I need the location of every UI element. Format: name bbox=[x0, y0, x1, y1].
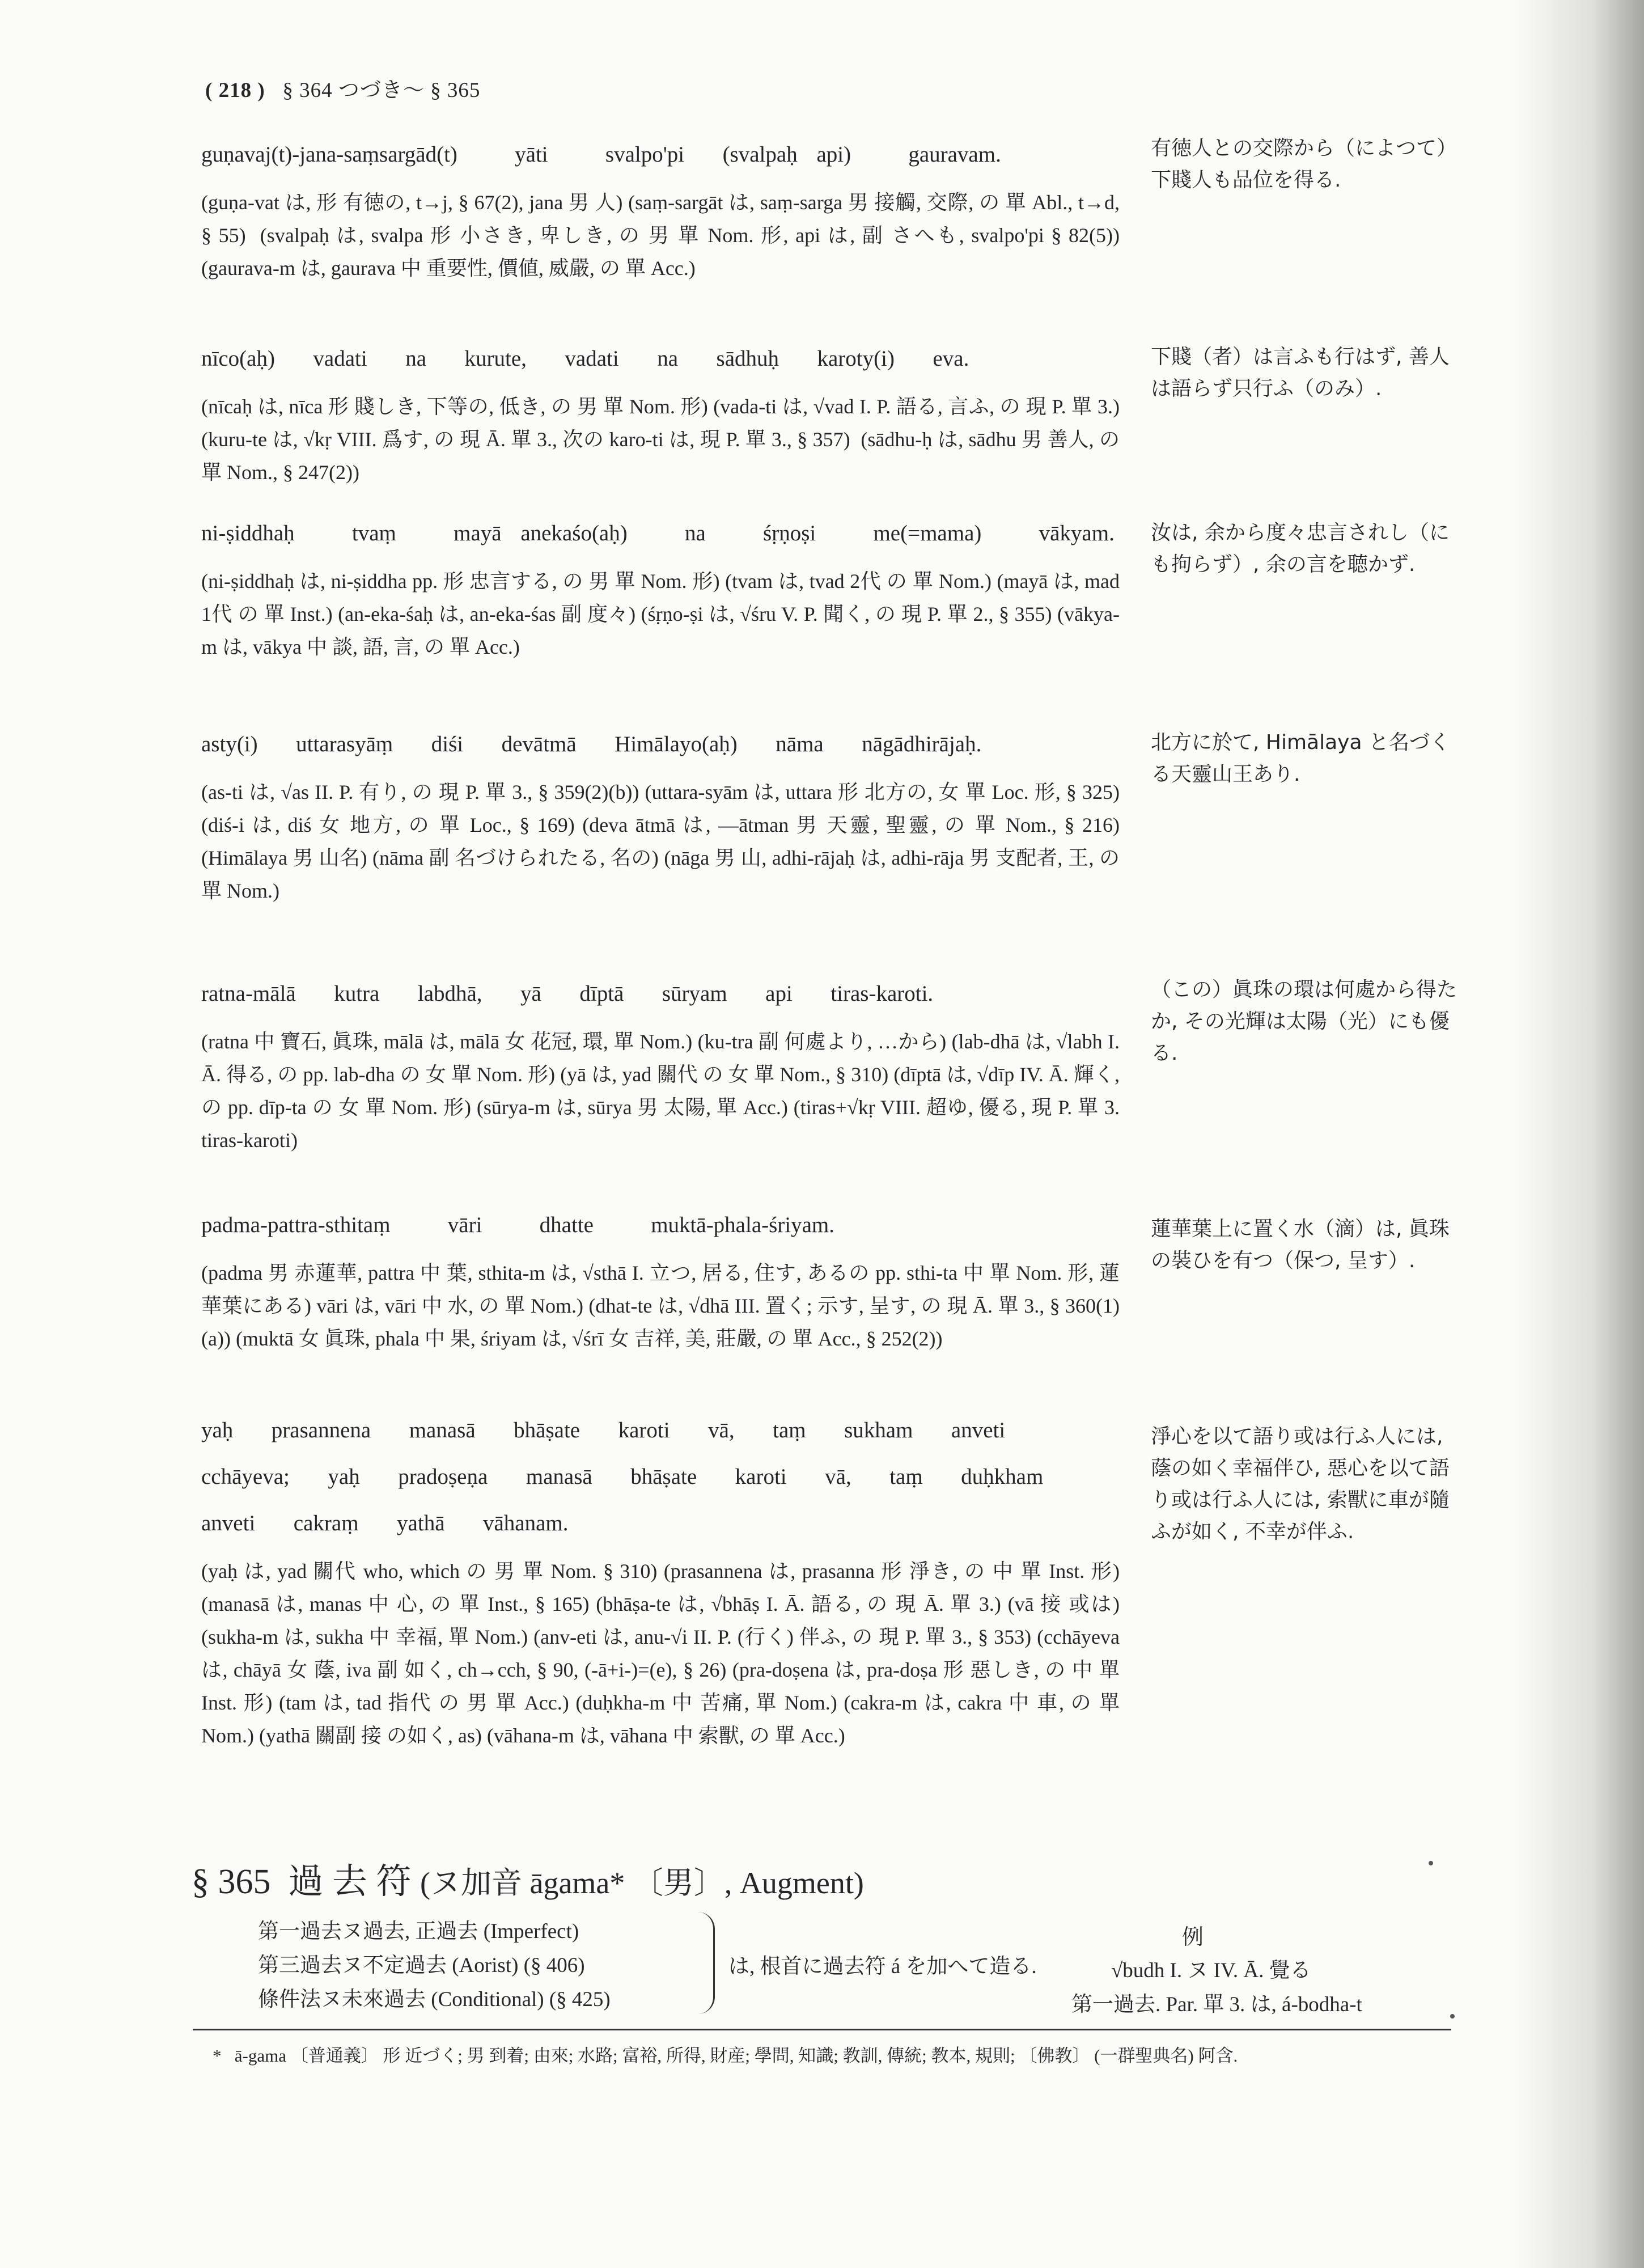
entry-gloss: (nīcaḥ は, nīca 形 賤しき, 下等の, 低き, の 男 單 Nom. 形) (vada-ti は, √vad I. P. 語る, 言ふ, の 現 P. 單 3.) (kuru-te は, √kṛ VIII. 爲す, の 現 Ā. 單 3., 次の karo-ti は, 現 P. 單 3., § 357) (sādhu-ḥ は, sādhu 男 善人, の 單 Nom., § 247(2)) bbox=[201, 395, 1125, 484]
section-subtitle: (ヌ加音 āgama* 〔男〕, Augment) bbox=[420, 1866, 864, 1900]
page-number: ( 218 ) bbox=[205, 79, 265, 102]
entry-4 bbox=[201, 721, 1125, 907]
entry-sentence: guṇavaj(t)-jana-saṃsargād(t) yāti svalpo'pi (svalpaḥ api) gauravam. bbox=[201, 142, 1001, 167]
augment-item: 第一過去ヌ過去, 正過去 (Imperfect) bbox=[258, 1920, 579, 1943]
curly-brace bbox=[697, 1912, 715, 2014]
section-number: § 365 bbox=[192, 1863, 271, 1901]
section-title: 過 去 符 bbox=[288, 1863, 412, 1901]
entry-sentence: asty(i) uttarasyāṃ diśi devātmā Himālayo(aḥ) nāma nāgādhirājaḥ. bbox=[201, 732, 982, 756]
entry-gloss: (yaḥ は, yad 關代 who, which の 男 單 Nom. § 310) (prasannena は, prasanna 形 淨き, の 中 單 Inst. 形) (manasā は, manas 中 心, の 單 Inst., § 165) (bhāṣa-te は, √bhāṣ I. Ā. 語る, の 現 Ā. 單 3.) (vā 接 或は) (sukha-m は, sukha 中 幸福, 單 Nom.) (anv-eti は, anu-√i II. P. (行く) 伴ふ, の 現 P. 單 3., § 353) (cchāyeva は, chāyā 女 蔭, iva 副 如く, ch→cch, § 90, (-ā+i-)=(e), § 26) (pra-doṣena は, pra-doṣa 形 惡しき, の 中 單 Inst. 形) (tam は, tad 指代 の 男 單 Acc.) (duḥkha-m 中 苦痛, 單 Nom.) (cakra-m は, cakra 中 車, の 單 Nom.) (yathā 關副 接 の如く, as) (vāhana-m は, vāhana 中 索獸, の 單 Acc.) bbox=[201, 1560, 1125, 1747]
entry-7 bbox=[201, 1407, 1125, 1752]
entry-translation: 下賤（者）は言ふも行はず, 善人は語らず只行ふ（のみ）. bbox=[1151, 345, 1450, 400]
entry-sentence: yaḥ prasannena manasā bhāṣate karoti vā, taṃ sukham anveti cchāyeva; yaḥ pradoṣeṇa manasā bhāṣate karoti vā, taṃ duḥkham anveti cakraṃ yathā vāhanam. bbox=[201, 1418, 1044, 1535]
entry-gloss: (padma 男 赤蓮華, pattra 中 葉, sthita-m は, √sthā I. 立つ, 居る, 住す, あるの pp. sthi-ta 中 單 Nom. 形, 蓮華葉にある) vāri は, vāri 中 水, の 單 Nom.) (dhat-te は, √dhā III. 置く; 示す, 呈す, の 現 Ā. 單 3., § 360(1)(a)) (muktā 女 眞珠, phala 中 果, śriyam は, √śrī 女 吉祥, 美, 莊嚴, の 單 Acc., § 252(2)) bbox=[201, 1262, 1120, 1350]
entry-sentence: ratna-mālā kutra labdhā, yā dīptā sūryam api tiras-karoti. bbox=[201, 981, 934, 1006]
scan-speck bbox=[1429, 1861, 1433, 1865]
entry-translation: 有徳人との交際から（によつて）下賤人も品位を得る. bbox=[1151, 137, 1457, 192]
entry-2 bbox=[201, 336, 1125, 489]
footnote: * ā-gama 〔普通義〕 形 近づく; 男 到着; 由來; 水路; 富裕, 所得, 財産; 學問, 知識; 教訓, 傳統; 教本, 規則; 〔佛教〕 (一群聖典名) 阿含. bbox=[213, 2046, 1238, 2066]
entry-sentence: nīco(aḥ) vadati na kurute, vadati na sādhuḥ karoty(i) eva. bbox=[201, 346, 969, 371]
entry-gloss: (ni-ṣiddhaḥ は, ni-ṣiddha pp. 形 忠言する, の 男 單 Nom. 形) (tvam は, tvad 2代 の 單 Nom.) (mayā は, mad 1代 の 單 Inst.) (an-eka-śaḥ は, an-eka-śas 副 度々) (śṛṇo-ṣi は, √śru V. P. 聞く, の 現 P. 單 2., § 355) (vākya-m は, vākya 中 談, 語, 言, の 單 Acc.) bbox=[201, 570, 1125, 658]
augment-item: 第三過去ヌ不定過去 (Aorist) (§ 406) bbox=[258, 1954, 585, 1977]
augment-item: 條件法ヌ未來過去 (Conditional) (§ 425) bbox=[258, 1988, 611, 2011]
entry-translation: 北方に於て, Himālaya と名づくる天靈山王あり. bbox=[1151, 731, 1450, 786]
example-line: √budh I. ヌ IV. Ā. 覺る bbox=[1111, 1959, 1311, 1982]
scan-speck bbox=[1450, 2014, 1455, 2019]
example-label: 例 bbox=[1182, 1926, 1204, 1949]
scan-edge-shadow bbox=[1514, 0, 1644, 2268]
entry-3 bbox=[201, 510, 1125, 663]
entry-translation: 汝は, 余から度々忠言されし（にも拘らず）, 余の言を聴かず. bbox=[1151, 521, 1450, 576]
entry-1 bbox=[201, 132, 1130, 285]
augment-rule: は, 根首に過去符 á を加へて造る. bbox=[728, 1955, 1037, 1978]
augment-list bbox=[258, 1915, 611, 2017]
entry-sentence: ni-ṣiddhaḥ tvaṃ mayā anekaśo(aḥ) na śṛṇoṣi me(=mama) vākyam. bbox=[201, 521, 1115, 545]
entry-translation: （この）眞珠の環は何處から得たか, その光輝は太陽（光）にも優る. bbox=[1151, 978, 1457, 1065]
entry-gloss: (guṇa-vat は, 形 有徳の, t→j, § 67(2), jana 男 人) (saṃ-sargāt は, saṃ-sarga 男 接觸, 交際, の 單 Abl., t→d, § 55) (svalpaḥ は, svalpa 形 小さき, 卑しき, の 男 單 Nom. 形, api は, 副 さへも, svalpo'pi § 82(5)) (gaurava-m は, gaurava 中 重要性, 價値, 威嚴, の 單 Acc.) bbox=[201, 191, 1130, 280]
entry-5 bbox=[201, 971, 1125, 1157]
entry-translation: 蓮華葉上に置く水（滴）は, 眞珠の裝ひを有つ（保つ, 呈す）. bbox=[1151, 1217, 1450, 1272]
page-header bbox=[205, 73, 480, 103]
section-range: § 364 つづき～ § 365 bbox=[282, 79, 481, 102]
entry-6 bbox=[201, 1202, 1120, 1355]
section-heading bbox=[192, 1853, 864, 1903]
footnote-divider bbox=[193, 2029, 1451, 2030]
entry-translation: 淨心を以て語り或は行ふ人には, 蔭の如く幸福伴ひ, 惡心を以て語り或は行ふ人には, 索獸に車が隨ふが如く, 不幸が伴ふ. bbox=[1151, 1425, 1450, 1543]
entry-sentence: padma-pattra-sthitaṃ vāri dhatte muktā-phala-śriyam. bbox=[201, 1213, 835, 1237]
entry-gloss: (as-ti は, √as II. P. 有り, の 現 P. 單 3., § 359(2)(b)) (uttara-syām は, uttara 形 北方の, 女 單 Loc. 形, § 325) (diś-i は, diś 女 地方, の 單 Loc., § 169) (deva ātmā は, —ātman 男 天靈, 聖靈, の 單 Nom., § 216) (Himālaya 男 山名) (nāma 副 名づけられたる, 名の) (nāga 男 山, adhi-rājaḥ は, adhi-rāja 男 支配者, 王, の 單 Nom.) bbox=[201, 781, 1125, 902]
example-line: 第一過去. Par. 單 3. は, á-bodha-t bbox=[1071, 1993, 1362, 2016]
entry-gloss: (ratna 中 寶石, 眞珠, mālā は, mālā 女 花冠, 環, 單 Nom.) (ku-tra 副 何處より, …から) (lab-dhā は, √labh I. Ā. 得る, の pp. lab-dha の 女 單 Nom. 形) (yā は, yad 關代 の 女 單 Nom., § 310) (dīptā は, √dīp IV. Ā. 輝く, の pp. dīp-ta の 女 單 Nom. 形) (sūrya-m は, sūrya 男 太陽, 單 Acc.) (tiras+√kṛ VIII. 超ゆ, 優る, 現 P. 單 3. tiras-karoti) bbox=[201, 1030, 1125, 1152]
